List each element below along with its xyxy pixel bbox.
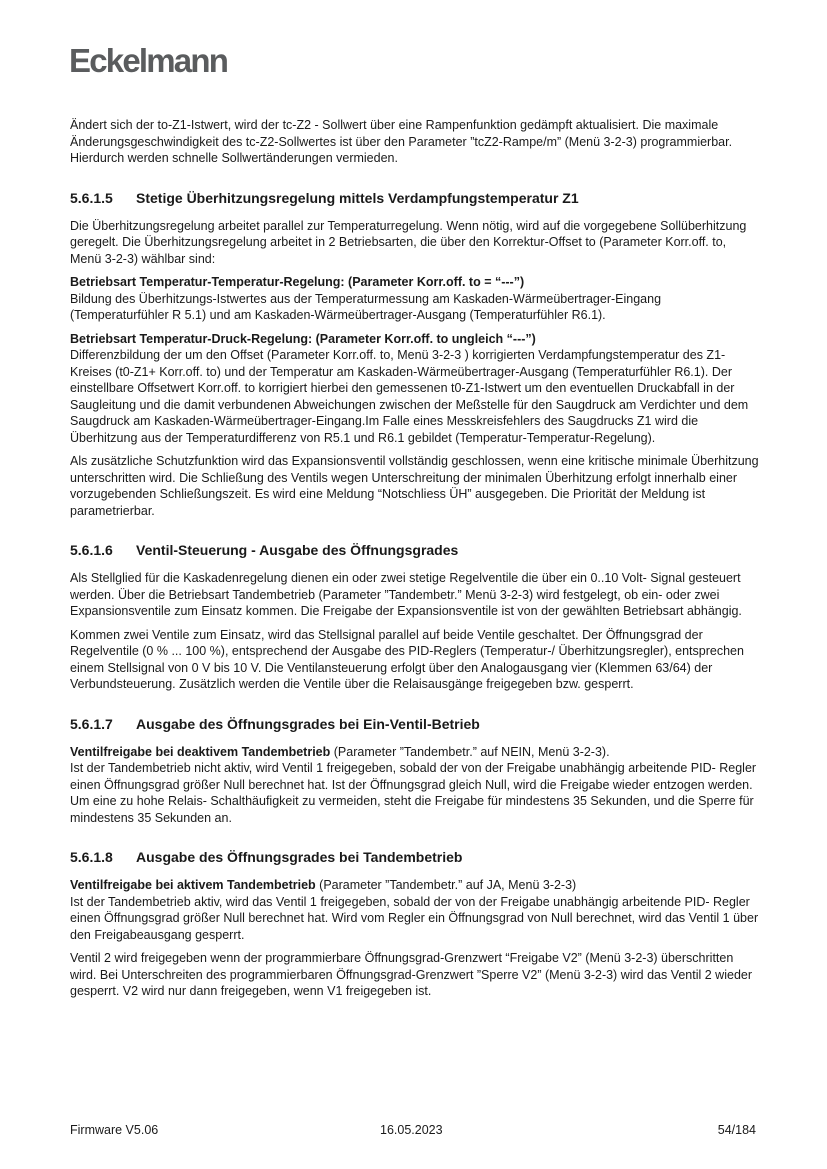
section-heading-5618 bbox=[70, 848, 760, 866]
section-number: 5.6.1.7 bbox=[70, 715, 113, 732]
mode-block-temp-temp bbox=[70, 274, 760, 324]
document-date: 16.05.2023 bbox=[380, 1123, 443, 1137]
paragraph: Als Stellglied für die Kaskadenregelung dienen ein oder zwei stetige Regelventile die über ein 0..10 Volt- Signal gesteuert werden. Über die Betriebsart Tandembetrieb (Parameter ”Tandembetr.” Menü 3-2-3) wird festgelegt, ob ein- oder zwei Expansionsventile zum Einsatz kommen. Die Freigabe der Expansionsventile ist von der gewählten Betriebsart abhängig. bbox=[70, 571, 742, 618]
section-title: Ausgabe des Öffnungsgrades bei Tandembetrieb bbox=[136, 849, 463, 865]
lead-heading: Ventilfreigabe bei deaktivem Tandembetrieb bbox=[70, 744, 331, 759]
mode-block-temp-pressure bbox=[70, 331, 760, 447]
paragraph: Als zusätzliche Schutzfunktion wird das Expansionsventil vollständig geschlossen, wenn eine kritische minimale Überhitzung unterschritten wird. Die Schließung des Ventils wegen Unterschreitung der minimalen Überhitzung erfolgt innerhalb einer vorzugebenden Schließungszeit. Es wird eine Meldung “Notschliess ÜH” ausgegeben. Die Priorität der Meldung ist parametrierbar. bbox=[70, 454, 759, 518]
intro-paragraph: Ändert sich der to-Z1-Istwert, wird der tc-Z2 - Sollwert über eine Rampenfunktion gedämpft aktualisiert. Die maximale Änderungsgeschwindigkeit des tc-Z2-Sollwertes ist über den Parameter ”tcZ2-Rampe/m” (Menü 3-2-3) programmierbar. Hierdurch werden schnelle Sollwertänderungen vermieden. bbox=[70, 118, 733, 165]
mode-text: Differenzbildung der um den Offset (Parameter Korr.off. to, Menü 3-2-3 ) korrigierten Verdampfungstemperatur des Z1-Kreises (t0-Z1+ Korr.off. to) und der Temperatur am Kaskaden-Wärmeübertrager-Ausgang (Temperaturfühler R6.1). Der einstellbare Offsetwert Korr.off. to korrigiert hierbei den gemessenen t0-Z1-Istwert um den eventuellen Druckabfall in der Saugleitung und die damit verbundenen Abweichungen zwischen der Meßstelle für den Saugdruck am Verdichter und dem Saugdruck am Kaskaden-Wärmeübertrager-Eingang.Im Falle eines Messkreisfehlers des Saugdrucks Z1 wird die Überhitzung aus der Temperaturdifferenz von R5.1 und R6.1 gebildet (Temperatur-Temperatur-Regelung). bbox=[70, 348, 749, 445]
page-number: 54/184 bbox=[717, 1123, 756, 1137]
paragraph: Ventil 2 wird freigegeben wenn der programmierbare Öffnungsgrad-Grenzwert “Freigabe V2” (Menü 3-2-3) überschritten wird. Bei Unterschreiten des programmierbaren Öffnungsgrad-Grenzwert ”Sperre V2” (Menü 3-2-3) wird das Ventil 2 wieder gesperrt. V2 wird nur dann freigegeben, wenn V1 freigegeben ist. bbox=[70, 951, 753, 998]
lead-rest: (Parameter ”Tandembetr.” auf NEIN, Menü 3-2-3). bbox=[330, 744, 610, 759]
section-number: 5.6.1.6 bbox=[70, 542, 113, 558]
section-title: Stetige Überhitzungsregelung mittels Verdampfungstemperatur Z1 bbox=[136, 189, 579, 206]
paragraph: Die Überhitzungsregelung arbeitet parallel zur Temperaturregelung. Wenn nötig, wird auf die vorgegebene Sollüberhitzung geregelt. Die Überhitzungsregelung arbeitet in 2 Betriebsarten, die über den Korrektur-Offset to (Parameter Korr.off. to, Menü 3-2-3) wählbar sind: bbox=[70, 218, 747, 266]
mode-heading: Betriebsart Temperatur-Druck-Regelung: (Parameter Korr.off. to ungleich “---”) bbox=[70, 331, 536, 346]
valve-release-block bbox=[70, 744, 760, 827]
lead-heading: Ventilfreigabe bei aktivem Tandembetrieb bbox=[70, 878, 316, 892]
section-heading-5617 bbox=[70, 715, 760, 733]
section-title: Ventil-Steuerung - Ausgabe des Öffnungsgrades bbox=[136, 542, 459, 558]
eckelmann-logo: Eckelmann bbox=[69, 42, 228, 79]
section-number: 5.6.1.8 bbox=[70, 849, 113, 865]
section-heading-5615 bbox=[70, 189, 760, 207]
block-text: Ist der Tandembetrieb nicht aktiv, wird Ventil 1 freigegeben, sobald der von der Freigabe unabhängig arbeitende PID- Regler einen Öffnungsgrad größer Null berechnet hat. Ist der Öffnungsgrad gleich Null, wird die Freigabe wieder entzogen werden. Um eine zu hohe Relais- Schalthäufigkeit zu vermeiden, steht die Freigabe für mindestens 35 Sekunden, und die Sperre für mindestens 35 Sekunden an. bbox=[70, 761, 757, 825]
section-title: Ausgabe des Öffnungsgrades bei Ein-Ventil-Betrieb bbox=[136, 715, 480, 732]
valve-release-block bbox=[70, 877, 760, 943]
mode-heading: Betriebsart Temperatur-Temperatur-Regelung: (Parameter Korr.off. to = “---”) bbox=[70, 275, 525, 289]
lead-rest: (Parameter ”Tandembetr.” auf JA, Menü 3-2-3) bbox=[315, 878, 577, 892]
firmware-version: Firmware V5.06 bbox=[70, 1123, 159, 1137]
block-text: Ist der Tandembetrieb aktiv, wird das Ventil 1 freigegeben, sobald der von der Freigabe unabhängig arbeitende PID- Regler einen Öffnungsgrad größer Null berechnet hat. Wird vom Regler ein Öffnungsgrad von Null berechnet, wird das Ventil 1 über den Freigabeausgang gesperrt. bbox=[70, 894, 759, 942]
page-content bbox=[70, 117, 760, 1007]
mode-text: Bildung des Überhitzungs-Istwertes aus der Temperaturmessung am Kaskaden-Wärmeübertrager-Eingang (Temperaturfühler R 5.1) und am Kaskaden-Wärmeübertrager-Ausgang (Temperaturfühler R6.1). bbox=[70, 291, 662, 322]
paragraph: Kommen zwei Ventile zum Einsatz, wird das Stellsignal parallel auf beide Ventile geschaltet. Der Öffnungsgrad der Regelventile (0 % ... 100 %), entsprechend der Ausgabe des PID-Reglers (Temperatur-/ Überhitzungsregler), entsprechen einem Stellsignal von 0 V bis 10 V. Die Ventilansteuerung erfolgt über den Analogausgang vier (Klemmen 63/64) der Verbundsteuerung. Zusätzlich werden die Ventile über die Relaisausgänge freigegeben bzw. gesperrt. bbox=[70, 627, 744, 691]
section-heading-5616 bbox=[70, 541, 760, 559]
section-number: 5.6.1.5 bbox=[70, 189, 113, 206]
